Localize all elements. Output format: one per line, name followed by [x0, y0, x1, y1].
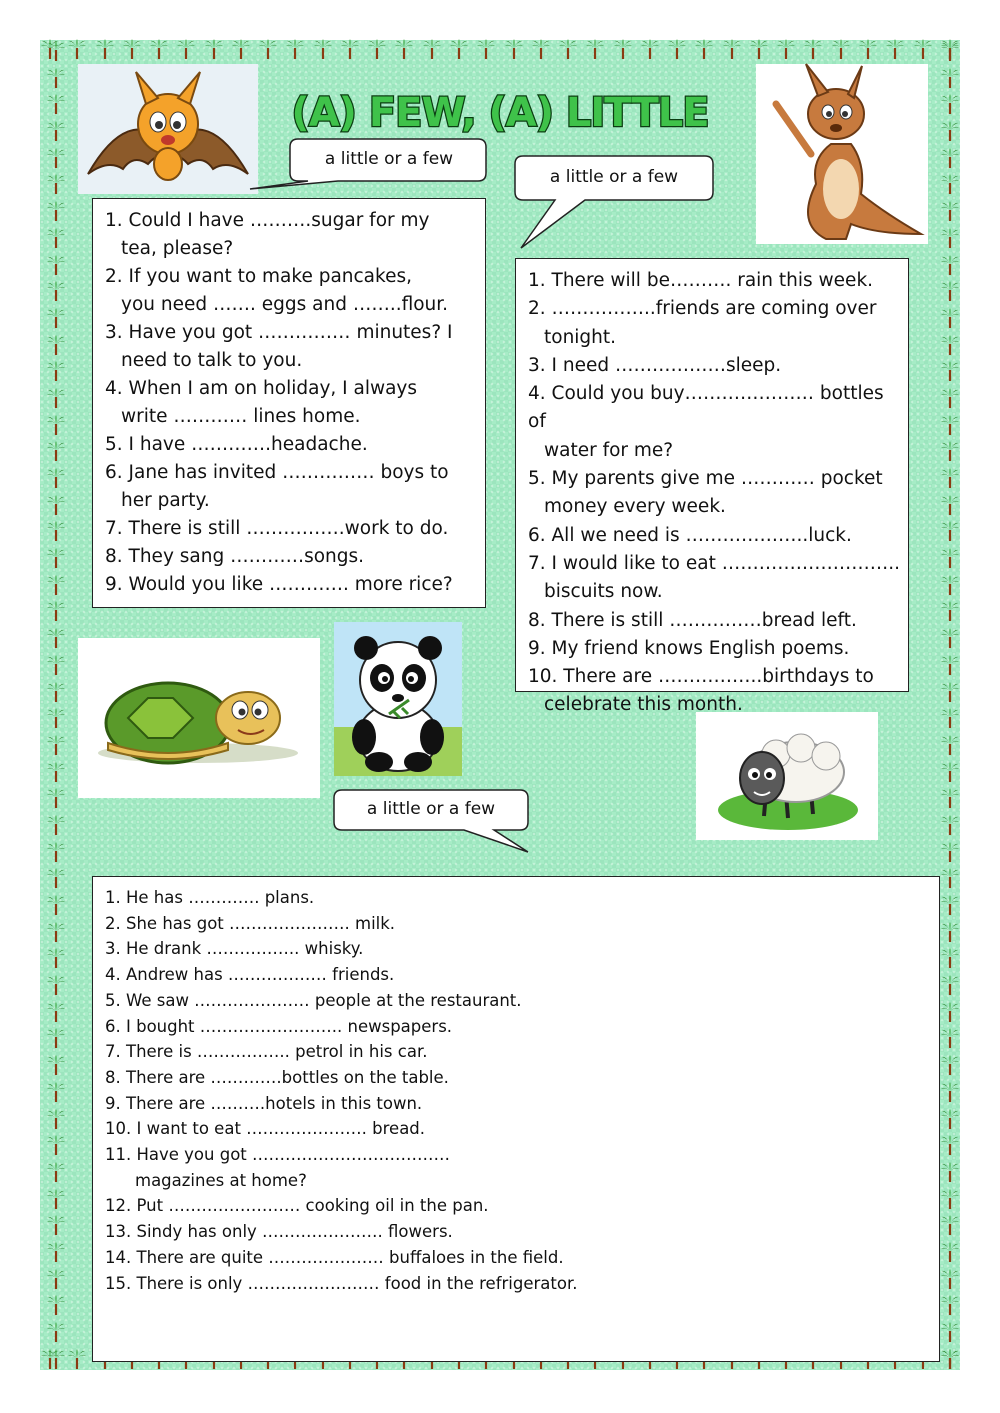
exercise-item-continuation: tea, please?: [121, 238, 234, 259]
exercise-item: [105, 911, 933, 937]
palm-tree-icon: [46, 520, 66, 542]
palm-tree-icon: [940, 254, 960, 276]
palm-tree-icon: [476, 38, 496, 60]
palm-tree-icon: [149, 38, 169, 60]
exercise-item: [105, 1014, 933, 1040]
exercise-item: [105, 1091, 933, 1117]
exercise-item: [528, 663, 902, 720]
exercise-item-line: 6. I bought …………………….. newspapers.: [105, 1016, 453, 1036]
palm-tree-icon: [940, 574, 960, 596]
exercise-item: [528, 635, 902, 663]
palm-tree-icon: [46, 387, 66, 409]
exercise-item: [105, 571, 479, 599]
exercise-item-continuation: water for me?: [544, 439, 674, 461]
palm-tree-icon: [46, 707, 66, 729]
palm-tree-icon: [940, 600, 960, 622]
exercise-item: [105, 962, 933, 988]
palm-tree-icon: [95, 38, 115, 60]
exercise-item: [528, 522, 902, 550]
palm-border-top: [40, 38, 960, 64]
turtle-image: [78, 638, 320, 798]
palm-tree-icon: [46, 40, 66, 62]
palm-tree-icon: [46, 254, 66, 276]
palm-tree-icon: [940, 1321, 960, 1343]
exercise-item-line: 2. ……………..friends are coming over: [528, 298, 877, 320]
exercise-item: [105, 319, 479, 375]
exercise-item-line: 6. Jane has invited …………… boys to: [105, 462, 449, 483]
palm-tree-icon: [46, 1268, 66, 1290]
palm-tree-icon: [46, 1294, 66, 1316]
palm-tree-icon: [940, 627, 960, 649]
palm-tree-icon: [46, 307, 66, 329]
exercise-item-line: 7. There is still …………….work to do.: [105, 518, 449, 539]
palm-tree-icon: [46, 360, 66, 382]
palm-tree-icon: [46, 654, 66, 676]
palm-tree-icon: [940, 360, 960, 382]
exercise-item-line: 4. Andrew has ……………… friends.: [105, 965, 395, 985]
bubble-2-text: a little or a few: [549, 167, 679, 187]
palm-tree-icon: [122, 38, 142, 60]
exercise-item-line: 1. He has …………. plans.: [105, 888, 315, 907]
palm-tree-icon: [940, 1001, 960, 1023]
palm-tree-icon: [940, 93, 960, 115]
speech-bubble-2: [515, 156, 715, 250]
palm-tree-icon: [940, 1294, 960, 1316]
palm-tree-icon: [46, 841, 66, 863]
palm-tree-icon: [46, 1321, 66, 1343]
exercise-1-list: [105, 207, 479, 599]
palm-tree-icon: [940, 200, 960, 222]
exercise-item-line: 8. They sang …………songs.: [105, 546, 365, 567]
palm-tree-icon: [46, 921, 66, 943]
palm-tree-icon: [940, 1134, 960, 1156]
exercise-item-line: 9. There are ……….hotels in this town.: [105, 1093, 423, 1113]
palm-tree-icon: [940, 280, 960, 302]
palm-tree-icon: [46, 67, 66, 89]
exercise-item: [105, 263, 479, 319]
bat-image: [78, 64, 258, 194]
exercise-item: [105, 1142, 933, 1193]
palm-tree-icon: [46, 814, 66, 836]
palm-tree-icon: [46, 1214, 66, 1236]
exercise-item-line: 9. Would you like …………. more rice?: [105, 574, 453, 595]
palm-tree-icon: [940, 1081, 960, 1103]
palm-tree-icon: [46, 574, 66, 596]
exercise-item-line: 10. I want to eat …………………. bread.: [105, 1119, 426, 1139]
palm-tree-icon: [940, 947, 960, 969]
exercise-item-line: 10. There are ……………..birthdays to: [528, 666, 874, 688]
exercise-item-line: 3. I need ………………sleep.: [528, 354, 782, 376]
palm-tree-icon: [940, 1268, 960, 1290]
palm-border-left: [46, 40, 72, 1370]
palm-tree-icon: [340, 38, 360, 60]
exercise-item: [105, 431, 479, 459]
exercise-item: [105, 988, 933, 1014]
palm-tree-icon: [940, 467, 960, 489]
palm-tree-icon: [204, 38, 224, 60]
palm-tree-icon: [558, 38, 578, 60]
palm-tree-icon: [667, 38, 687, 60]
exercise-item-line: 2. If you want to make pancakes,: [105, 266, 412, 287]
palm-tree-icon: [940, 894, 960, 916]
exercise-item-line: 8. There is still ……………bread left.: [528, 609, 857, 631]
palm-tree-icon: [46, 467, 66, 489]
palm-tree-icon: [258, 38, 278, 60]
kangaroo-image: [756, 64, 928, 244]
palm-tree-icon: [46, 947, 66, 969]
exercise-item: [528, 267, 902, 295]
exercise-item: [105, 1219, 933, 1245]
palm-tree-icon: [803, 38, 823, 60]
palm-tree-icon: [694, 38, 714, 60]
exercise-item: [528, 295, 902, 352]
palm-tree-icon: [46, 1134, 66, 1156]
exercise-item-line: 5. My parents give me ………… pocket: [528, 468, 883, 490]
palm-tree-icon: [940, 307, 960, 329]
title-text: (A) FEW, (A) LITTLE: [291, 90, 709, 136]
palm-tree-icon: [46, 494, 66, 516]
exercise-item-continuation: magazines at home?: [135, 1170, 307, 1190]
palm-tree-icon: [46, 227, 66, 249]
worksheet-title: [291, 78, 709, 138]
palm-tree-icon: [285, 38, 305, 60]
panda-image: [334, 622, 462, 776]
exercise-item: [105, 543, 479, 571]
palm-tree-icon: [46, 1241, 66, 1263]
palm-tree-icon: [940, 387, 960, 409]
exercise-item-line: 12. Put …………………… cooking oil in the pan.: [105, 1196, 489, 1216]
palm-tree-icon: [46, 173, 66, 195]
exercise-item: [528, 607, 902, 635]
palm-tree-icon: [940, 974, 960, 996]
palm-tree-icon: [46, 894, 66, 916]
palm-tree-icon: [831, 38, 851, 60]
palm-tree-icon: [394, 38, 414, 60]
palm-tree-icon: [940, 1241, 960, 1263]
bubble-3-text: a little or a few: [366, 799, 496, 819]
palm-tree-icon: [940, 120, 960, 142]
palm-tree-icon: [940, 520, 960, 542]
palm-tree-icon: [940, 173, 960, 195]
palm-tree-icon: [940, 841, 960, 863]
exercise-item: [528, 465, 902, 522]
palm-tree-icon: [940, 147, 960, 169]
palm-tree-icon: [231, 38, 251, 60]
palm-tree-icon: [940, 787, 960, 809]
exercise-item-continuation: you need ……. eggs and ……..flour.: [121, 294, 449, 315]
palm-tree-icon: [46, 280, 66, 302]
palm-tree-icon: [46, 974, 66, 996]
palm-tree-icon: [940, 921, 960, 943]
palm-tree-icon: [940, 67, 960, 89]
palm-tree-icon: [46, 414, 66, 436]
exercise-item-continuation: money every week.: [544, 496, 726, 518]
palm-tree-icon: [722, 38, 742, 60]
palm-tree-icon: [46, 147, 66, 169]
palm-tree-icon: [46, 734, 66, 756]
palm-tree-icon: [46, 627, 66, 649]
palm-tree-icon: [46, 1081, 66, 1103]
palm-tree-icon: [940, 867, 960, 889]
exercise-item: [528, 352, 902, 380]
exercise-item: [105, 459, 479, 515]
palm-tree-icon: [176, 38, 196, 60]
palm-tree-icon: [46, 761, 66, 783]
palm-tree-icon: [858, 38, 878, 60]
palm-tree-icon: [913, 38, 933, 60]
palm-tree-icon: [940, 654, 960, 676]
palm-tree-icon: [46, 1001, 66, 1023]
exercise-item-continuation: her party.: [121, 490, 210, 511]
exercise-item-continuation: write ………… lines home.: [121, 406, 361, 427]
exercise-item-line: 1. There will be………. rain this week.: [528, 270, 874, 291]
exercise-3-list: [105, 885, 933, 1296]
exercise-item: [105, 1039, 933, 1065]
palm-tree-icon: [46, 547, 66, 569]
exercise-item: [105, 375, 479, 431]
palm-tree-icon: [940, 734, 960, 756]
palm-tree-icon: [885, 38, 905, 60]
palm-tree-icon: [422, 38, 442, 60]
exercise-item-continuation: celebrate this month.: [544, 694, 743, 716]
palm-tree-icon: [46, 681, 66, 703]
palm-tree-icon: [640, 38, 660, 60]
exercise-item-line: 7. There is …………….. petrol in his car.: [105, 1042, 428, 1062]
palm-tree-icon: [940, 334, 960, 356]
exercise-item-line: 5. I have ………….headache.: [105, 434, 368, 455]
palm-tree-icon: [46, 867, 66, 889]
palm-tree-icon: [940, 1188, 960, 1210]
exercise-item-line: 7. I would like to eat ………………………..: [528, 552, 900, 574]
palm-tree-icon: [46, 1108, 66, 1130]
exercise-item: [105, 936, 933, 962]
exercise-box-1: [92, 198, 486, 608]
palm-tree-icon: [613, 38, 633, 60]
palm-tree-icon: [46, 440, 66, 462]
exercise-2-list: [528, 267, 902, 720]
exercise-item-line: 4. When I am on holiday, I always: [105, 378, 418, 399]
palm-tree-icon: [940, 681, 960, 703]
palm-tree-icon: [940, 1161, 960, 1183]
exercise-item-line: 15. There is only …………………… food in the refrigerator.: [105, 1273, 578, 1293]
palm-tree-icon: [46, 1188, 66, 1210]
bubble-1-text: a little or a few: [324, 149, 454, 169]
palm-tree-icon: [46, 93, 66, 115]
palm-tree-icon: [367, 38, 387, 60]
palm-tree-icon: [46, 600, 66, 622]
palm-tree-icon: [449, 38, 469, 60]
palm-tree-icon: [776, 38, 796, 60]
palm-tree-icon: [46, 1348, 66, 1370]
exercise-item-continuation: tonight.: [544, 326, 617, 348]
exercise-item: [105, 1116, 933, 1142]
palm-tree-icon: [940, 1054, 960, 1076]
palm-tree-icon: [940, 1108, 960, 1130]
palm-tree-icon: [940, 1348, 960, 1370]
exercise-item-continuation: biscuits now.: [544, 581, 663, 603]
palm-tree-icon: [940, 707, 960, 729]
palm-tree-icon: [940, 814, 960, 836]
palm-tree-icon: [46, 120, 66, 142]
palm-tree-icon: [585, 38, 605, 60]
exercise-item-line: 9. My friend knows English poems.: [528, 637, 850, 659]
exercise-item: [528, 550, 902, 607]
speech-bubble-1: [248, 139, 488, 191]
palm-tree-icon: [46, 787, 66, 809]
palm-tree-icon: [940, 547, 960, 569]
exercise-box-3: [92, 876, 940, 1362]
exercise-item-line: 6. All we need is ………………..luck.: [528, 524, 852, 546]
palm-tree-icon: [940, 1027, 960, 1049]
palm-tree-icon: [46, 1027, 66, 1049]
speech-bubble-3: [334, 790, 530, 854]
palm-tree-icon: [940, 414, 960, 436]
exercise-item-line: 14. There are quite ………………… buffaloes in the field.: [105, 1247, 564, 1267]
palm-tree-icon: [46, 1161, 66, 1183]
exercise-item-line: 2. She has got …………………. milk.: [105, 913, 396, 933]
palm-tree-icon: [749, 38, 769, 60]
palm-tree-icon: [940, 761, 960, 783]
exercise-item: [105, 515, 479, 543]
exercise-item-continuation: need to talk to you.: [121, 350, 303, 371]
palm-tree-icon: [504, 38, 524, 60]
exercise-item: [105, 1193, 933, 1219]
exercise-box-2: [515, 258, 909, 716]
palm-tree-icon: [46, 1054, 66, 1076]
exercise-item-line: 8. There are ………….bottles on the table.: [105, 1067, 449, 1087]
palm-tree-icon: [940, 40, 960, 62]
exercise-item-line: 4. Could you buy………………… bottles of: [528, 383, 884, 433]
exercise-item-line: 11. Have you got ………………………………: [105, 1145, 451, 1165]
exercise-item: [105, 885, 933, 911]
exercise-item-line: 1. Could I have ……….sugar for my: [105, 210, 430, 231]
exercise-item-line: 3. He drank …………….. whisky.: [105, 939, 364, 959]
palm-tree-icon: [313, 38, 333, 60]
palm-tree-icon: [940, 440, 960, 462]
exercise-item: [105, 207, 479, 263]
exercise-item-line: 5. We saw ………………… people at the restaurant.: [105, 990, 522, 1010]
palm-tree-icon: [940, 227, 960, 249]
exercise-item: [105, 1271, 933, 1297]
palm-tree-icon: [940, 1214, 960, 1236]
sheep-image: [696, 712, 878, 840]
exercise-item: [528, 380, 902, 465]
palm-tree-icon: [46, 334, 66, 356]
exercise-item: [105, 1245, 933, 1271]
palm-tree-icon: [940, 494, 960, 516]
exercise-item: [105, 1065, 933, 1091]
palm-tree-icon: [531, 38, 551, 60]
palm-border-right: [940, 40, 966, 1370]
exercise-item-line: 3. Have you got …………… minutes? I: [105, 322, 453, 343]
palm-tree-icon: [46, 200, 66, 222]
exercise-item-line: 13. Sindy has only …………………. flowers.: [105, 1222, 453, 1242]
